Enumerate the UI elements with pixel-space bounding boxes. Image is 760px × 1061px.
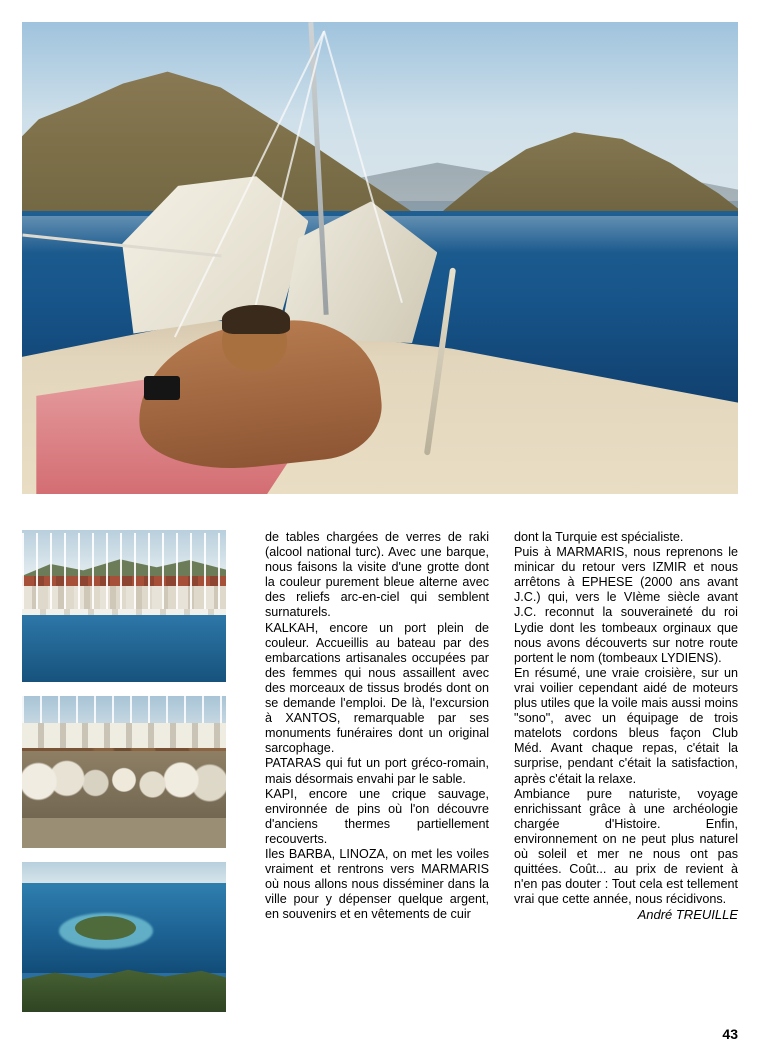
paragraph: En résumé, une vraie croisière, sur un vrai voilier cependant aidé de moteurs plus utiles que la voile mais aussi moins "sono", avec un équipage de trois matelots cordons bleus façon Club Méd. Avant chaque repas, c'était la surprise, pendant c'était la satisfaction, après c'était la relaxe.: [514, 665, 738, 786]
page-number: 43: [722, 1026, 738, 1042]
hero-person-hair: [222, 305, 290, 333]
paragraph: Ambiance pure naturiste, voyage enrichissant grâce à une archéologie chargée d'Histoire. Enfin, environnement on ne peut plus naturel où soleil et mer ne nous ont pas quittées. Coût... au prix de revient à n'en pas douter : Tout cela est tellement vrai que cette année, nous récidivons.: [514, 786, 738, 907]
thumb2-ground: [22, 818, 226, 848]
thumbnail-harbour: [22, 530, 226, 682]
text-column-right: [514, 530, 738, 922]
thumbnail-bay: [22, 862, 226, 1012]
thumbnail-quay-people: [22, 696, 226, 848]
paragraph: KAPI, encore une crique sauvage, environnée de pins où l'on découvre d'anciens thermes partiellement recouverts.: [265, 786, 489, 846]
paragraph: de tables chargées de verres de raki (alcool national turc). Avec une barque, nous faisons la visite d'une grotte dont la couleur purement bleue alterne avec des reliefs arc-en-ciel qui semblent surnaturels.: [265, 530, 489, 620]
thumb1-water: [22, 615, 226, 682]
paragraph: KALKAH, encore un port plein de couleur. Accueillis au bateau par des embarcations artisanales occupées par des femmes qui nous assaillent avec des morceaux de tissus brodés dont on se demande l'emploi. De là, l'excursion à XANTOS, remarquable par ses monuments funéraires dont un original sarcophage.: [265, 620, 489, 756]
hero-camera: [144, 376, 180, 400]
thumb3-islet: [75, 916, 136, 940]
thumb1-masts: [22, 533, 226, 618]
paragraph: PATARAS qui fut un port gréco-romain, mais désormais envahi par le sable.: [265, 756, 489, 786]
paragraph: dont la Turquie est spécialiste.: [514, 530, 684, 544]
paragraph: Puis à MARMARIS, nous reprenons le minicar du retour vers IZMIR et nous arrêtons à EPHESE (2000 ans avant J.C.) qui, vers le VIème siècle avant J.C. reconnut la souveraineté du roi Lydie dont les tombeaux orginaux que nous avons découverts sur notre route portent le nom (tombeaux LYDIENS).: [514, 545, 738, 665]
thumb2-people: [22, 751, 226, 827]
thumbnail-column: [22, 530, 226, 1012]
paragraph: Iles BARBA, LINOZA, on met les voiles vraiment et rentrons vers MARMARIS où nous allons nous disséminer dans la ville pour y dépenser quelque argent, en souvenirs et en vêtements de cuir: [265, 846, 489, 922]
author-signature: André TREUILLE: [637, 907, 738, 923]
hero-photo: [22, 22, 738, 494]
text-column-left: [265, 530, 489, 922]
article-body: [22, 530, 738, 1020]
